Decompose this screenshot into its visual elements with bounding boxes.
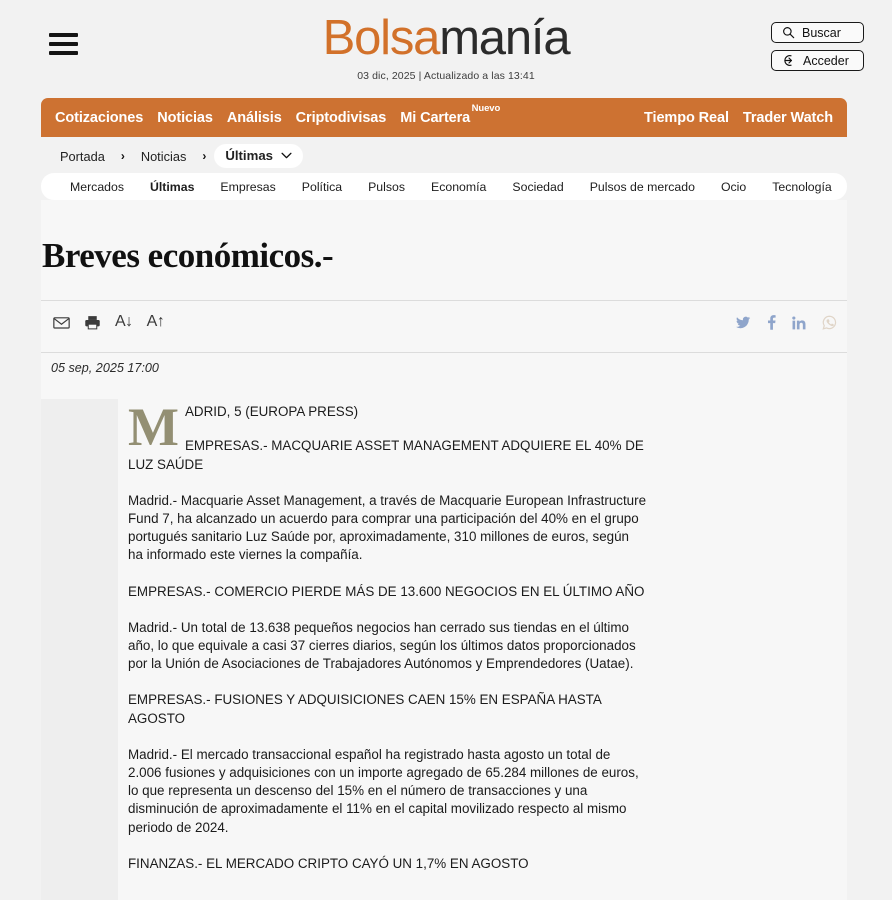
linkedin-icon[interactable] [792,316,806,330]
drop-cap: M [128,397,179,458]
tab-tecnologia[interactable]: Tecnología [772,179,832,194]
article-paragraph: FINANZAS.- EL MERCADO CRIPTO CAYÓ UN 1,7% EN AGOSTO [128,855,529,871]
main-nav-left [55,102,501,126]
article-toolbar [41,300,847,353]
site-header [0,0,892,98]
tab-mercados[interactable]: Mercados [70,179,124,194]
tab-pulsos[interactable]: Pulsos [368,179,406,194]
breadcrumb [41,137,847,175]
main-navigation [41,98,847,137]
search-icon [782,26,795,39]
nav-item-tiempo-real[interactable]: Tiempo Real [644,109,729,126]
article-paragraph: Madrid.- Un total de 13.638 pequeños negocios han cerrado sus tiendas en el último año, lo que equivale a casi 37 cierres diarios, según los últimos datos proporcionados por la Unión de Asociaciones de Trabajadores Autónomos y Emprendedores (Uatae). [128,619,636,672]
whatsapp-icon[interactable] [822,315,837,330]
print-icon[interactable] [84,315,101,330]
article-paragraph: EMPRESAS.- FUSIONES Y ADQUISICIONES CAEN 15% EN ESPAÑA HASTA AGOSTO [128,692,602,726]
search-button[interactable] [771,22,864,43]
nav-item-mi-cartera[interactable] [400,102,501,126]
tab-sociedad[interactable]: Sociedad [512,179,564,194]
brand-part-mania: manía [439,11,570,65]
main-nav-right [644,110,833,126]
article-tool-icons [53,313,164,331]
article-lead-text: ADRID, 5 (EUROPA PRESS) [184,404,359,420]
article-paragraph: Madrid.- El mercado transaccional español ha registrado hasta agosto un total de 2.006 fusiones y adquisiciones con un importe agregado de 65.284 millones de euros, lo que representa un descenso del 15% en el número de transacciones y una disminución de aproximadamente el 11% en el capital movilizado respecto al mismo periodo de 2024. [128,746,639,835]
tab-ocio[interactable]: Ocio [720,179,747,194]
nav-item-trader-watch[interactable]: Trader Watch [742,109,833,126]
chevron-down-icon [281,152,292,159]
tab-pulsos-de-mercado[interactable]: Pulsos de mercado [589,179,695,194]
article-paragraph: Madrid.- Macquarie Asset Management, a través de Macquarie European Infrastructure Fund 7, ha alcanzado un acuerdo para comprar una participación del 40% en el grupo portugués sanitario Luz Saúde por, aproximadamente, 310 millones de euros, según ha informado este viernes la compañía. [128,492,647,563]
left-rail [41,399,118,900]
article-container [41,200,847,900]
breadcrumb-item-noticias[interactable]: Noticias [140,148,187,164]
font-decrease-icon[interactable]: A↓ [115,313,133,331]
nuevo-badge: Nuevo [471,102,501,114]
article-publish-date: 05 sep, 2025 17:00 [51,361,159,376]
search-button-label: Buscar [802,25,841,40]
tab-empresas[interactable]: Empresas [220,179,276,194]
breadcrumb-current-dropdown[interactable] [214,144,303,168]
article-body [118,399,847,900]
facebook-icon[interactable] [767,315,776,330]
article-paragraph: EMPRESAS.- MACQUARIE ASSET MANAGEMENT ADQUIERE EL 40% DE LUZ SAÚDE [128,438,644,472]
login-button-label: Acceder [803,53,849,68]
breadcrumb-item-portada[interactable]: Portada [60,148,105,164]
email-icon[interactable] [53,316,70,329]
article-body-wrap [41,399,847,900]
nav-item-criptodivisas[interactable]: Criptodivisas [295,109,387,126]
nav-item-analisis[interactable]: Análisis [226,109,282,126]
tab-economia[interactable]: Economía [431,179,487,194]
brand-wordmark [0,11,892,65]
site-logo[interactable] [0,11,892,82]
header-actions [771,22,864,71]
nav-item-cotizaciones[interactable]: Cotizaciones [55,109,144,126]
login-button[interactable] [771,50,864,71]
tab-politica[interactable]: Política [301,179,343,194]
nav-item-mi-cartera-label: Mi Cartera [400,109,471,126]
tab-ultimas[interactable]: Últimas [150,179,195,194]
article-share-icons [736,315,837,330]
header-timestamp: 03 dic, 2025 | Actualizado a las 13:41 [357,70,535,82]
font-increase-icon[interactable]: A↑ [146,313,165,331]
page-title: Breves económicos.- [42,236,334,276]
nav-item-noticias[interactable]: Noticias [157,109,213,126]
twitter-icon[interactable] [736,316,751,329]
article-paragraph: EMPRESAS.- COMERCIO PIERDE MÁS DE 13.600 NEGOCIOS EN EL ÚLTIMO AÑO [128,583,645,599]
breadcrumb-separator-icon: › [120,149,125,163]
login-icon [782,54,796,67]
section-tabs [41,173,847,200]
breadcrumb-separator-icon: › [202,149,207,163]
brand-part-bolsa: Bolsa [322,11,440,65]
breadcrumb-current-label: Últimas [225,148,273,163]
